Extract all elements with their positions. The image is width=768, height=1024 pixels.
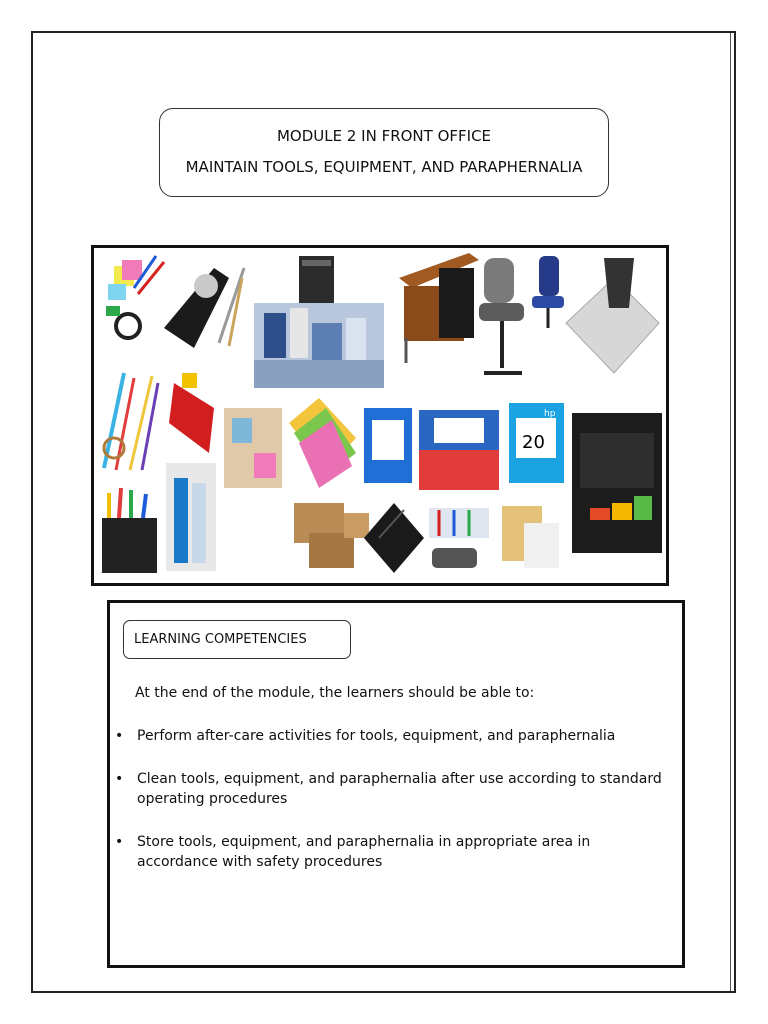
bullet-icon: • xyxy=(115,771,124,787)
cardboard-boxes-icon xyxy=(294,503,369,568)
competencies-list xyxy=(110,726,670,895)
list-item xyxy=(110,769,670,809)
module-title-box xyxy=(159,108,609,197)
learning-competencies-panel xyxy=(107,600,685,968)
pencil-cups-icon xyxy=(102,488,157,573)
supplies-pile-icon xyxy=(254,303,384,388)
envelopes-icon xyxy=(502,506,559,568)
tape-dispenser-icon xyxy=(164,268,229,348)
bullet-icon: • xyxy=(115,728,124,744)
list-item xyxy=(110,832,670,872)
office-chair-blue-icon xyxy=(532,256,564,328)
list-item xyxy=(110,726,670,746)
office-desk-icon xyxy=(399,253,479,363)
chair-mat-icon xyxy=(566,258,659,373)
collage-illustration xyxy=(94,248,666,583)
competencies-heading: LEARNING COMPETENCIES xyxy=(123,620,351,659)
cartridge-hp-label: hp xyxy=(544,409,556,419)
sticky-notes-icon xyxy=(106,256,164,338)
printer-icon xyxy=(572,413,662,553)
office-chair-gray-icon xyxy=(479,258,524,373)
office-supplies-collage xyxy=(91,245,669,586)
competency-text: Clean tools, equipment, and paraphernalia after use according to standard operating procedures xyxy=(137,771,662,807)
competency-text: Store tools, equipment, and paraphernalia in appropriate area in accordance with safety procedures xyxy=(137,834,591,870)
bullet-icon: • xyxy=(115,834,124,850)
cartridge-20-label: 20 xyxy=(522,432,545,453)
competency-text: Perform after-care activities for tools, equipment, and paraphernalia xyxy=(137,728,616,744)
module-title-line1: MODULE 2 IN FRONT OFFICE xyxy=(276,127,492,145)
cleaning-supplies-icon xyxy=(166,463,216,571)
labels-box-icon xyxy=(364,408,412,483)
stapler-icon xyxy=(169,373,214,453)
competencies-intro: At the end of the module, the learners should be able to: xyxy=(135,685,535,701)
magazine-file-icon xyxy=(364,503,424,573)
file-folders-icon xyxy=(289,398,356,488)
markers-icon xyxy=(429,508,489,568)
ink-cartridge-icon xyxy=(509,403,564,483)
rulers-pencils-icon xyxy=(104,373,158,470)
module-title-line2: MAINTAIN TOOLS, EQUIPMENT, AND PARAPHERNALIA xyxy=(185,158,583,176)
craft-paper-icon xyxy=(224,408,282,488)
paper-reams-icon xyxy=(419,410,499,490)
